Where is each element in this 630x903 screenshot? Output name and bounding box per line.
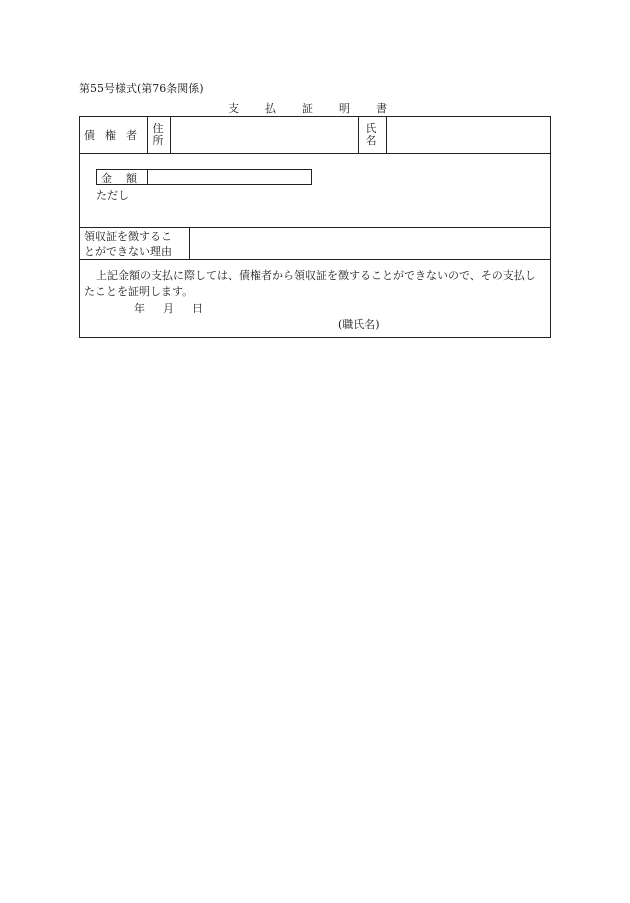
date-month: 月: [163, 302, 174, 315]
col-divider-creditor-label: [147, 116, 148, 153]
address-label-char: 住: [152, 122, 164, 135]
document-title: [228, 100, 387, 116]
col-divider-name-label: [386, 116, 387, 153]
row-divider-creditor: [79, 153, 551, 154]
col-divider-address-value: [358, 116, 359, 153]
date-year: 年: [134, 302, 145, 315]
creditor-label-char: 者: [126, 129, 137, 142]
creditor-label-char: 債: [84, 129, 95, 142]
creditor-label-char: 権: [105, 129, 116, 142]
name-label: [364, 123, 378, 147]
row-divider-reason: [79, 259, 551, 260]
name-label-char: 氏: [365, 122, 377, 135]
name-field[interactable]: [391, 127, 547, 143]
reason-label-line: 領収証を徴するこ: [84, 230, 172, 243]
reason-field[interactable]: [194, 233, 546, 253]
form-number: 第55号様式(第76条関係): [79, 82, 204, 95]
amount-box-divider: [147, 169, 148, 185]
date-day: 日: [192, 302, 203, 315]
reason-label: [84, 229, 190, 259]
amount-label-char: 金: [101, 172, 112, 185]
address-label-char: 所: [152, 134, 164, 147]
proviso-label: ただし: [96, 189, 129, 202]
title-char: 書: [376, 102, 387, 115]
row-divider-amount: [79, 227, 551, 228]
title-char: 証: [302, 102, 313, 115]
date-line: [134, 300, 203, 316]
signature-label: (職氏名): [338, 318, 380, 331]
col-divider-address-label: [170, 116, 171, 153]
address-label: [151, 123, 165, 147]
amount-label-char: 額: [126, 172, 137, 185]
certification-statement: 上記金額の支払に際しては、債権者から領収証を徴することができないので、その支払したことを証明します。: [84, 269, 536, 298]
name-label-char: 名: [365, 134, 377, 147]
address-field[interactable]: [174, 127, 354, 143]
creditor-label: [84, 127, 137, 143]
reason-label-line: とができない理由: [84, 245, 172, 258]
amount-label: [101, 170, 137, 186]
title-char: 支: [228, 102, 239, 115]
title-char: 払: [265, 102, 276, 115]
title-char: 明: [339, 102, 350, 115]
amount-field[interactable]: [151, 170, 309, 184]
